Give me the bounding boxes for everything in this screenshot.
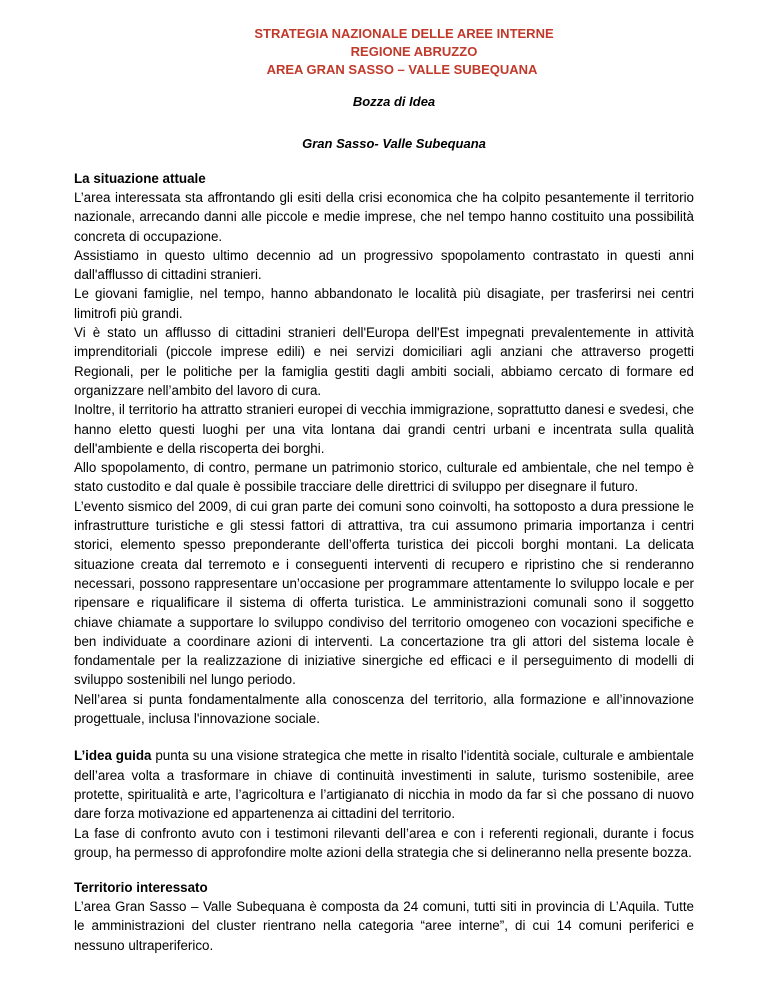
paragraph: Allo spopolamento, di contro, permane un patrimonio storico, culturale ed ambientale, che nel tempo è stato custodito e dal quale è possibile tracciare delle direttrici di sviluppo per disegnare il futuro. [74,460,694,495]
paragraph [74,746,694,823]
paragraph: L’area Gran Sasso – Valle Subequana è composta da 24 comuni, tutti siti in provincia di L’Aquila. Tutte le amministrazioni del cluster rientrano nella categoria “aree interne”, di cui 14 comuni periferici e nessuno ultraperiferico. [74,899,694,953]
document-header [74,25,694,79]
document-subject-label: Gran Sasso- Valle Subequana [302,136,486,151]
document-page [74,25,694,955]
section-idea-guida [74,746,694,862]
section-situazione [74,169,694,728]
header-strategy-line: STRATEGIA NAZIONALE DELLE AREE INTERNE [254,26,554,41]
idea-guida-text: punta su una visione strategica che mette in risalto l'identità sociale, culturale e ambientale dell’area volta a trasformare in chiave di continuità investimenti in salute, turismo sostenibile, aree protette, spiritualità e arte, l’agricoltura e l’artigianato di nicchia in modo da far sì che possano di nuovo dare forza motivazione ed appartenenza ai cittadini del territorio. [74,748,694,822]
section-title-situazione: La situazione attuale [74,171,206,186]
section-title-territorio: Territorio interessato [74,880,208,896]
header-area-line: AREA GRAN SASSO – VALLE SUBEQUANA [266,62,538,77]
idea-guida-lead: L’idea guida [74,748,152,764]
paragraph: L’area interessata sta affrontando gli esiti della crisi economica che ha colpito pesantemente il territorio nazionale, arrecando danni alle piccole e medie imprese, che nel tempo hanno costituito una possibilità concreta di occupazione. [74,190,694,244]
paragraph: Assistiamo in questo ultimo decennio ad un progressivo spopolamento contrastato in questi anni dall'afflusso di cittadini stranieri. [74,247,694,283]
section-territorio [74,878,694,955]
paragraph: Vi è stato un afflusso di cittadini stranieri dell'Europa dell'Est impegnati prevalentemente in attività imprenditoriali (piccole imprese edili) e nei servizi domiciliari agli anziani che attraverso progetti Regionali, per le politiche per la famiglia gestiti dagli ambiti sociali, abbiamo cercato di formare ed organizzare nell’ambito del lavoro di cura. [74,325,694,398]
paragraph: L’evento sismico del 2009, di cui gran parte dei comuni sono coinvolti, ha sottoposto a dura pressione le infrastrutture turistiche e gli stessi fattori di attrattiva, tra cui assumono primaria importanza i centri storici, elemento spesso preponderante dell’offerta turistica dei piccoli borghi montani. La delicata situazione creata dal terremoto e i conseguenti interventi di recupero e ripristino che si renderanno necessari, possono rappresentare un’occasione per programmare attentamente lo sviluppo locale e per ripensare e riqualificare il sistema di offerta turistica. Le amministrazioni comunali sono il soggetto chiave chiamate a supportare lo sviluppo condiviso del territorio omogeneo con vocazioni specifiche e ben individuate a coordinare azioni di interventi. La concertazione tra gli attori del sistema locale è fondamentale per la realizzazione di iniziative sinergiche ed efficaci e il perseguimento di modelli di sviluppo sostenibili nel lungo periodo. [74,498,694,688]
document-type-label: Bozza di Idea [352,94,436,109]
header-region-line: REGIONE ABRUZZO [350,44,478,59]
paragraph: Inoltre, il territorio ha attratto stranieri europei di vecchia immigrazione, soprattutto danesi e svedesi, che hanno eletto questi luoghi per una vita lontana dai grandi centri urbani e incentrata sulla qualità dell'ambiente e della riscoperta dei borghi. [74,402,694,456]
paragraph: Nell’area si punta fondamentalmente alla conoscenza del territorio, alla formazione e all’innovazione progettuale, inclusa l'innovazione sociale. [74,691,694,727]
paragraph: La fase di confronto avuto con i testimoni rilevanti dell’area e con i referenti regionali, durante i focus group, ha permesso di approfondire molte azioni della strategia che si delineranno nella presente bozza. [74,825,694,860]
paragraph: Le giovani famiglie, nel tempo, hanno abbandonato le località più disagiate, per trasferirsi nei centri limitrofi più grandi. [74,286,694,321]
